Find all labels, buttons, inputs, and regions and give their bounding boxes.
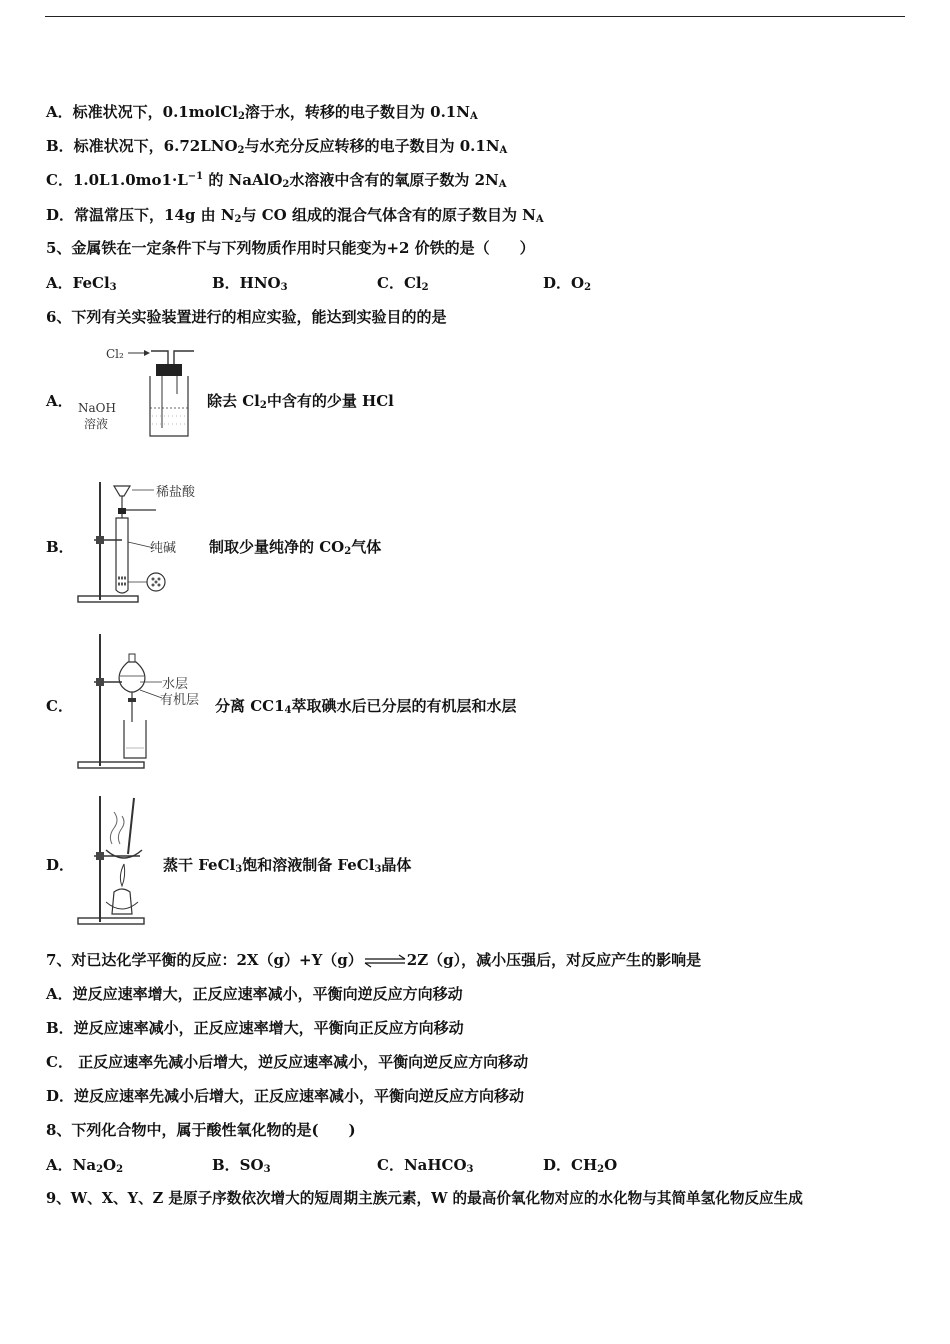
q7-option-c: C． 正反应速率先减小后增大，逆反应速率减小，平衡向逆反应方向移动 (46, 1053, 529, 1071)
q5-option-b: B．$HNO_3$ (212, 274, 288, 293)
q6-option-c-letter: C． (46, 697, 73, 715)
q7-option-d: D．逆反应速率先减小后增大，正反应速率减小，平衡向逆反应方向移动 (46, 1087, 525, 1105)
q4-option-c: C．$1.0L1.0mo1\cdot L^{-1}$ 的 NaAlO$_2$水溶液中含有的氧原子数为 $2N_A$ (46, 171, 507, 190)
fig-a-label-naoh: NaOH (78, 401, 116, 415)
q8-stem: 8、下列化合物中，属于酸性氧化物的是( ) (46, 1121, 356, 1139)
q8-option-a: A．$Na_2O_2$ (46, 1156, 124, 1175)
q6-option-b-letter: B． (46, 538, 74, 556)
fig-c-label-organic: 有机层 (160, 693, 200, 708)
q4-option-a: A．标准状况下，0.1molCl$_2$溶于水，转移的电子数目为 $0.1N_A$ (46, 103, 478, 122)
q8-option-c: C．NaHCO$_3$ (377, 1156, 474, 1175)
q4-option-b: B．标准状况下，$6.72LNO_2$与水充分反应转移的电子数目为 $0.1N_A$ (46, 137, 508, 156)
gas-generation-apparatus-figure (74, 478, 208, 606)
q5-option-c: C．$Cl_2$ (377, 274, 429, 293)
header-rule (45, 16, 905, 17)
fig-a-gas-label: Cl₂ (106, 347, 124, 361)
fig-b-label-soda: 纯碱 (150, 541, 177, 556)
q7-stem: 7、对已达化学平衡的反应：2X（g）+Y（g） 2Z（g），减小压强后，对反应产生的影响是 (46, 951, 702, 969)
q6-option-c-desc: 分离 $CC1_4$萃取碘水后已分层的有机层和水层 (215, 697, 517, 716)
q6-option-d-desc: 蒸干 FeCl$_3$饱和溶液制备 FeCl$_3$晶体 (163, 856, 412, 875)
q5-stem: 5、金属铁在一定条件下与下列物质作用时只能变为+2 价铁的是（ ） (46, 239, 535, 257)
fig-b-label-acid: 稀盐酸 (156, 485, 196, 500)
q6-option-a-desc: 除去 $Cl_2$中含有的少量 HCl (207, 392, 394, 411)
gas-washing-bottle-figure (76, 342, 204, 442)
q8-option-b: B．$SO_3$ (212, 1156, 271, 1175)
evaporating-dish-figure (74, 792, 160, 928)
q6-option-b-desc: 制取少量纯净的 $CO_2$气体 (209, 538, 382, 557)
q6-option-d-letter: D． (46, 856, 75, 874)
separatory-funnel-figure (74, 630, 214, 772)
q5-option-a: A．FeCl$_3$ (46, 274, 117, 293)
q9-stem: 9、W、X、Y、Z 是原子序数依次增大的短周期主族元素，W 的最高价氧化物对应的水化物与其简单氢化物反应生成 (46, 1190, 803, 1207)
q8-option-d: D．$CH_2O$ (543, 1156, 618, 1175)
q5-option-d: D．$O_2$ (543, 274, 592, 293)
q7-option-b: B．逆反应速率减小，正反应速率增大，平衡向正反应方向移动 (46, 1019, 464, 1037)
fig-c-label-water: 水层 (162, 677, 189, 692)
q7-option-a: A．逆反应速率增大，正反应速率减小，平衡向逆反应方向移动 (46, 985, 463, 1003)
q6-option-a-letter: A． (46, 392, 73, 410)
equilibrium-arrow-icon (363, 954, 407, 968)
fig-a-label-solution: 溶液 (84, 417, 109, 431)
q6-stem: 6、下列有关实验装置进行的相应实验，能达到实验目的的是 (46, 308, 447, 326)
q4-option-d: D．常温常压下，14g 由 $N_2$与 CO 组成的混合气体含有的原子数目为 $N_A$ (46, 206, 544, 225)
